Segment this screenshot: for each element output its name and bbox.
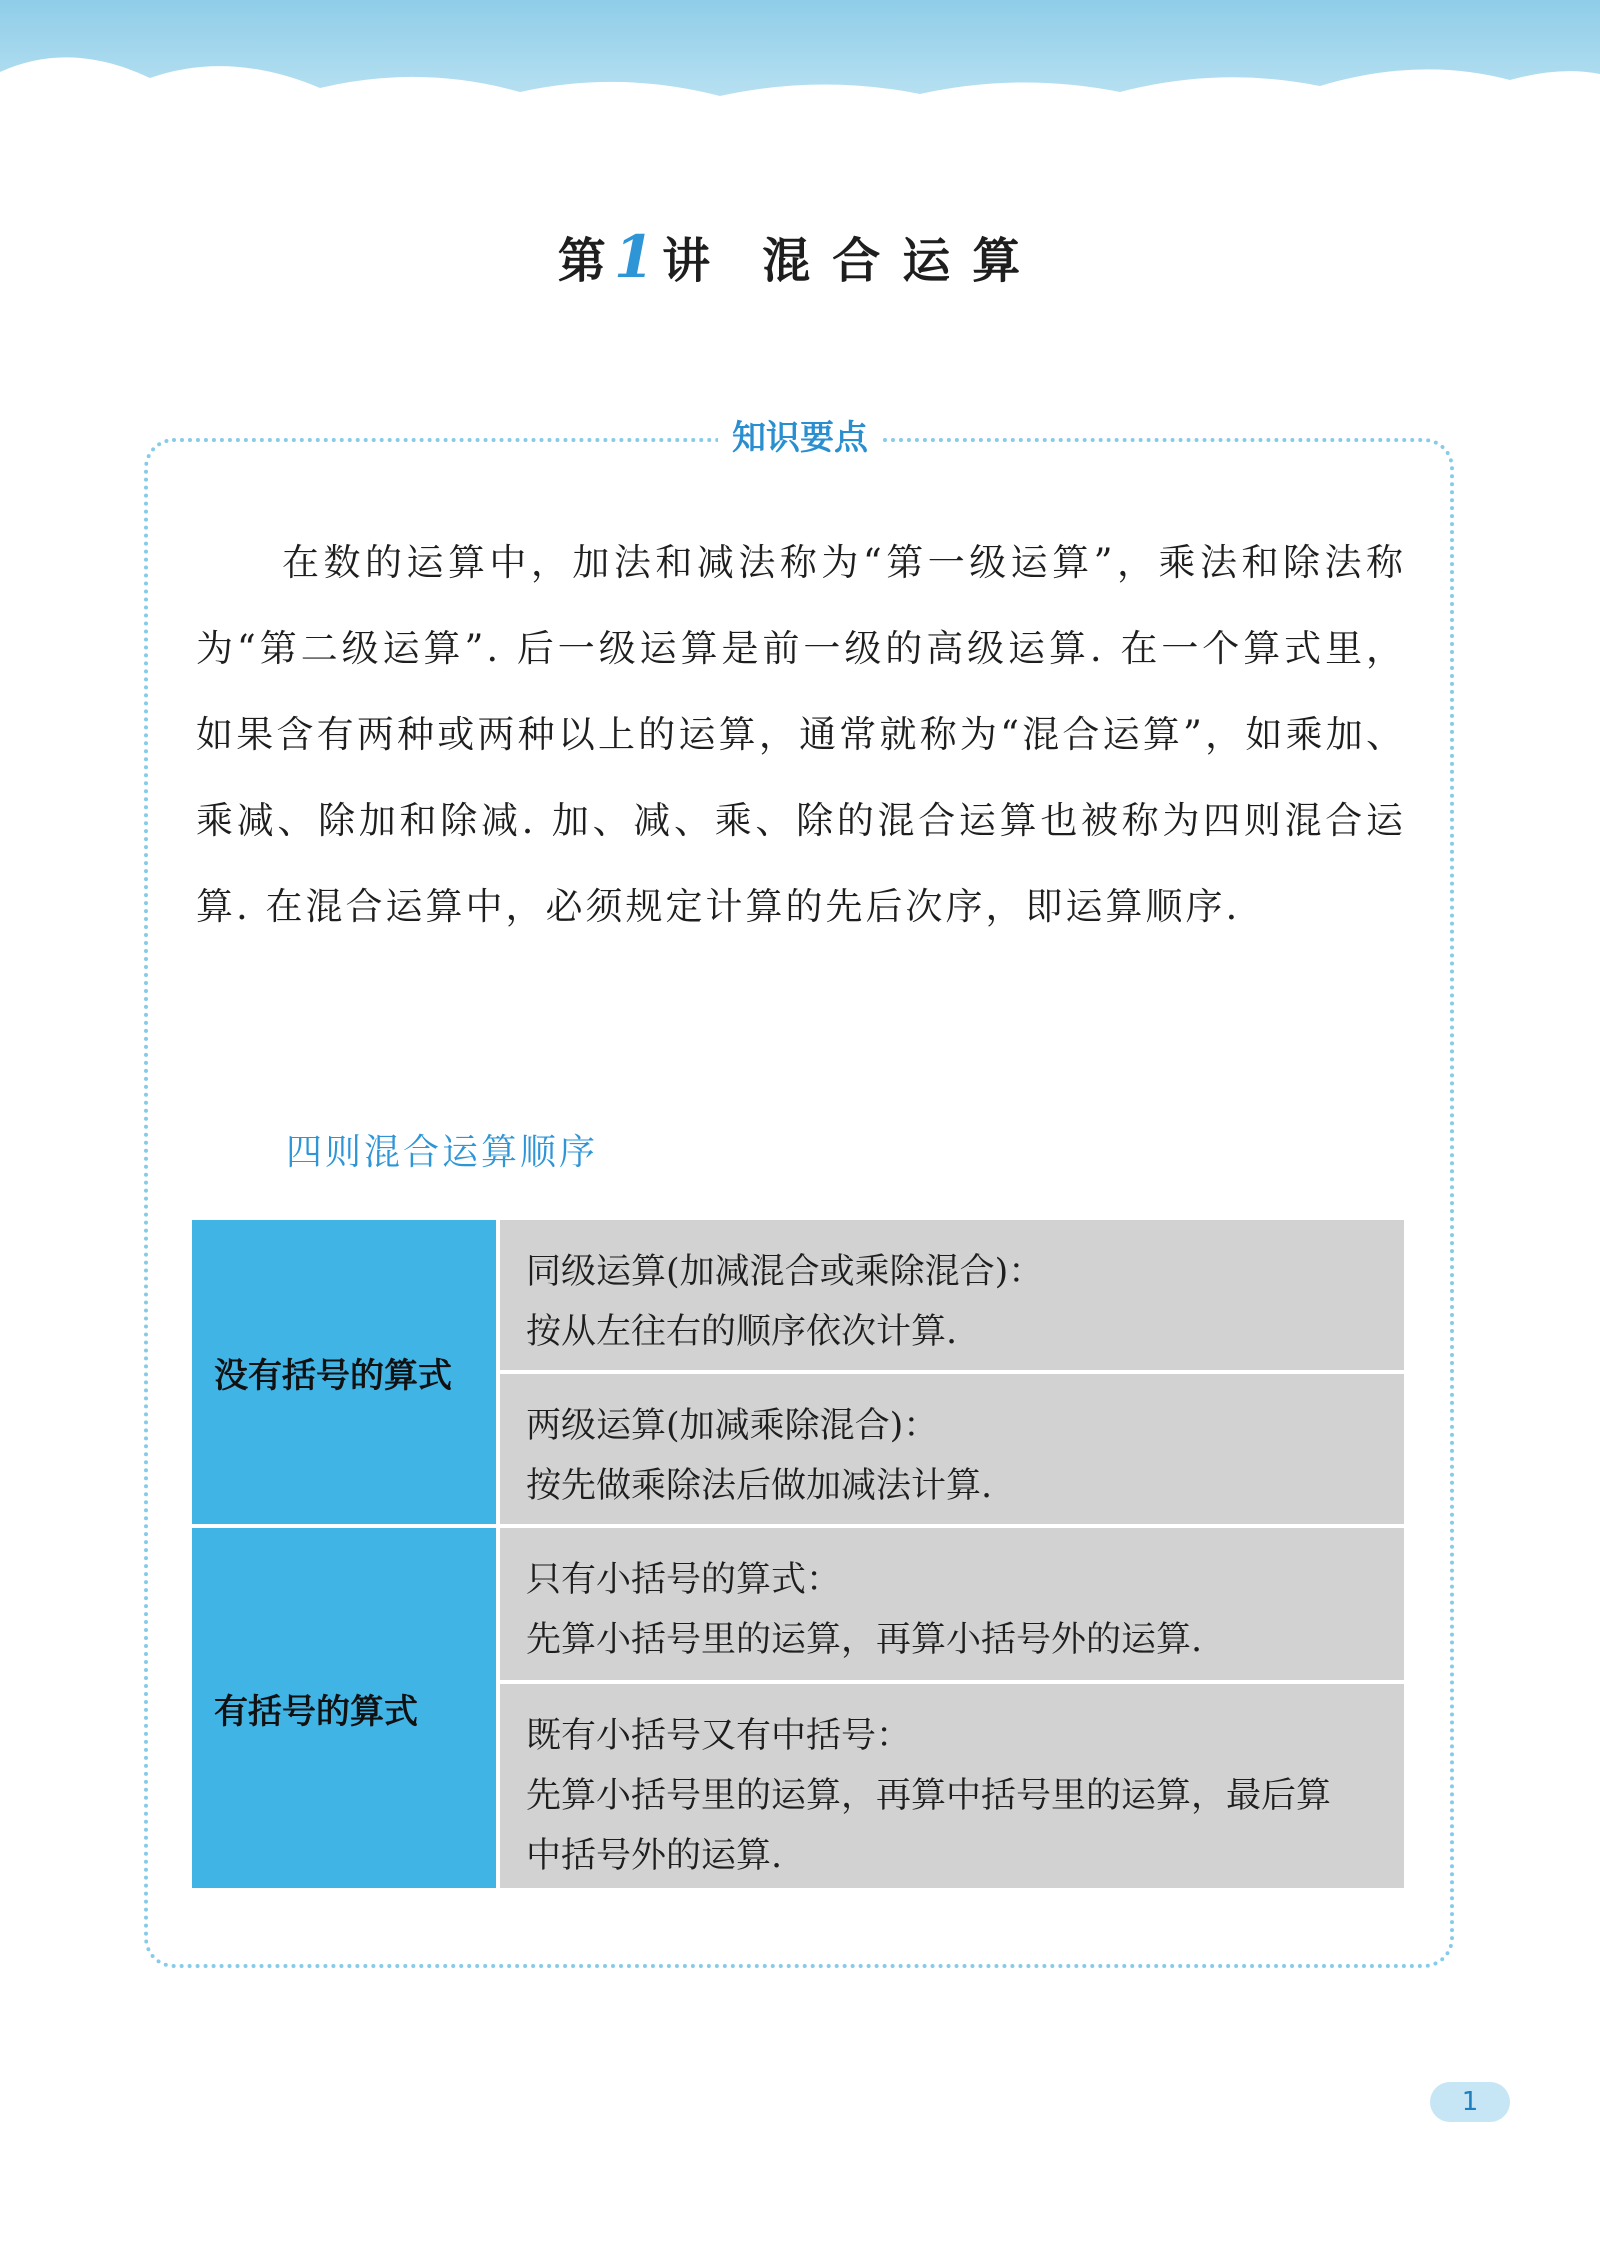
chapter-topic: 混合运算 [762,233,1043,289]
chapter-prefix: 第 [557,233,608,289]
cell-rule: 先算小括号里的运算，再算小括号外的运算. [526,1620,1203,1660]
chapter-suffix: 讲 [662,233,713,289]
group-label-with-brackets: 有括号的算式 [192,1528,496,1888]
table-group-no-brackets [192,1220,1404,1524]
table-cell [500,1370,1404,1524]
table-cell [500,1220,1404,1370]
group-label-no-brackets: 没有括号的算式 [192,1220,496,1524]
group-cells [500,1528,1404,1888]
table-cell [500,1680,1404,1888]
cell-title: 只有小括号的算式： [526,1560,842,1600]
section-label-wrapper [0,414,1600,462]
cell-rule: 按从左往右的顺序依次计算. [526,1312,958,1352]
table-heading: 四则混合运算顺序 [286,1132,599,1173]
table-group-with-brackets [192,1528,1404,1888]
section-label: 知识要点 [718,414,882,462]
chapter-number: 1 [613,223,657,291]
cell-title: 既有小括号又有中括号： [526,1716,912,1756]
cell-title: 两级运算(加减乘除混合)： [526,1406,939,1446]
page-number: 1 [1430,2082,1510,2122]
sky-cloud-banner [0,0,1600,150]
cell-rule-continued: 中括号外的运算. [526,1836,783,1876]
cell-rule: 按先做乘除法后做加减法计算. [526,1466,993,1506]
intro-paragraph: 在数的运算中，加法和减法称为“第一级运算”，乘法和除法称为“第二级运算”. 后一级运算是前一级的高级运算. 在一个算式里，如果含有两种或两种以上的运算，通常就称为“混合运算”，如乘加、乘减、除加和除减. 加、减、乘、除的混合运算也被称为四则混合运算. 在混合运算中，必须规定计算的先后次序，即运算顺序. [196,541,1406,928]
chapter-title [0,222,1600,291]
group-cells [500,1220,1404,1524]
cell-rule: 先算小括号里的运算，再算中括号里的运算，最后算 [526,1776,1332,1816]
table-cell [500,1528,1404,1680]
cell-title: 同级运算(加减混合或乘除混合)： [526,1252,1044,1292]
operation-order-table [192,1220,1404,1888]
